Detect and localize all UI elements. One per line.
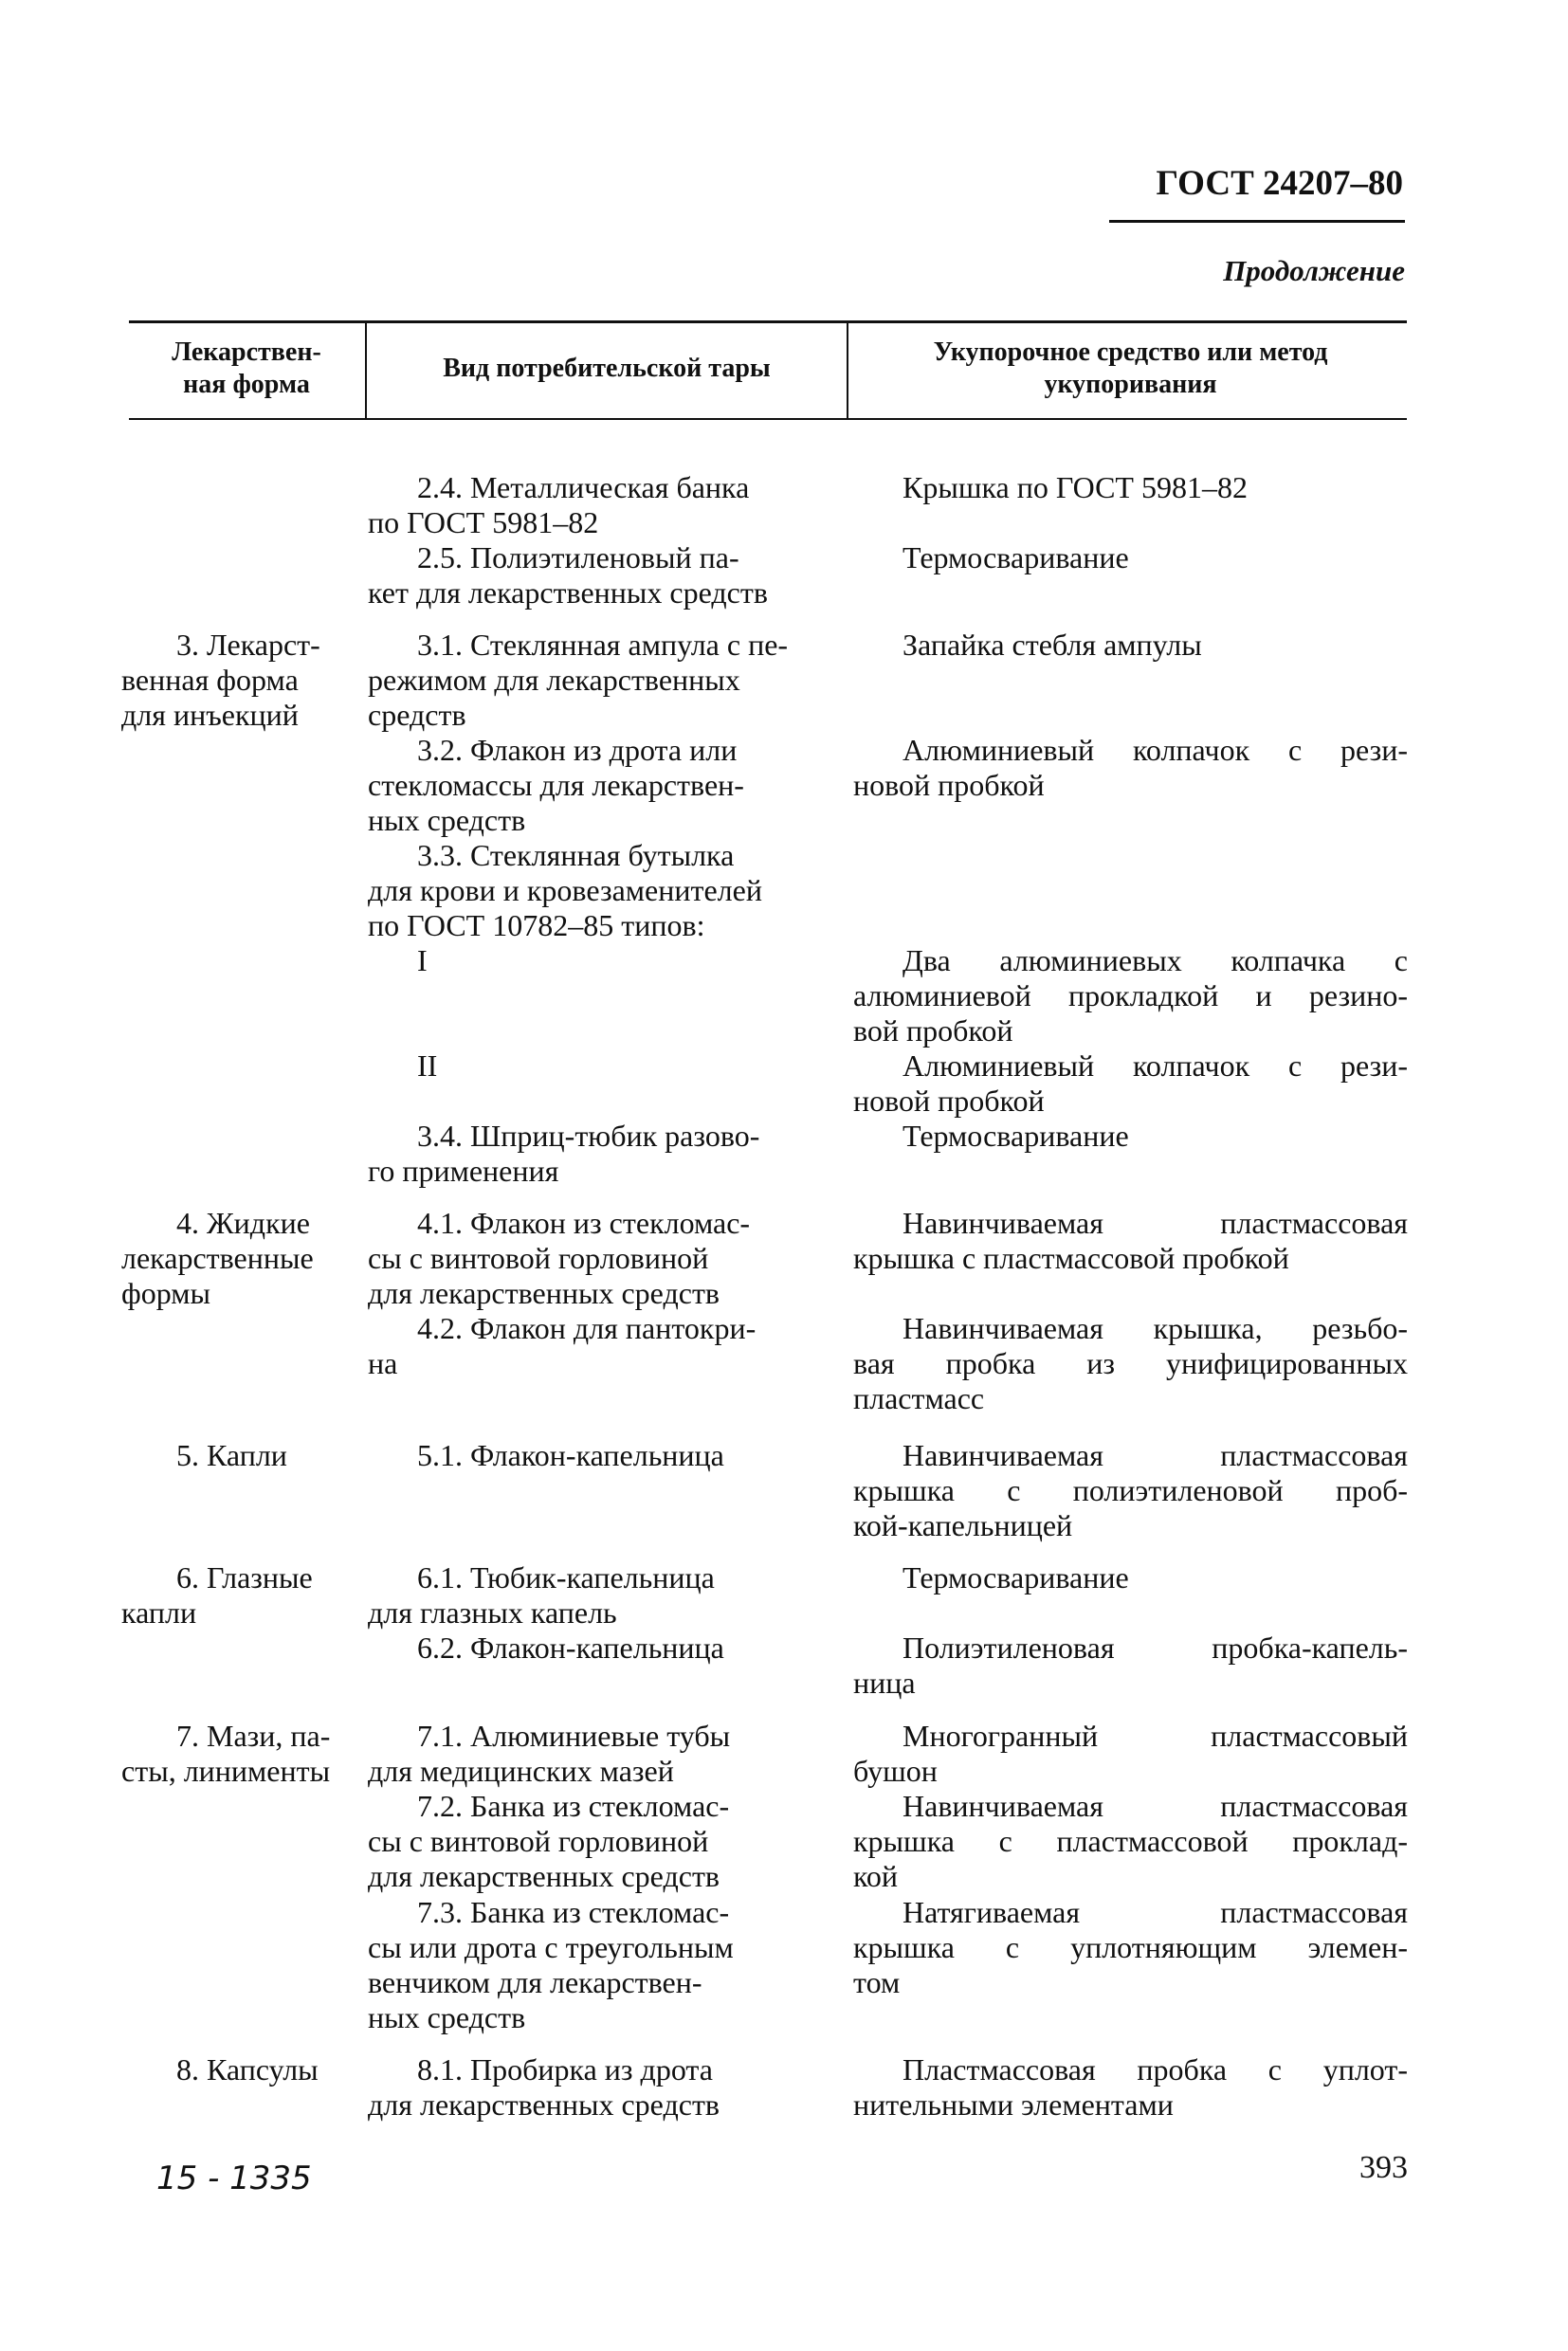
dosage-form-cell: 7. Мази, па- сты, линименты <box>121 1719 331 1788</box>
closure-cell: Запайка стебля ампулы <box>903 628 1202 662</box>
container-cell: 6.2. Флакон-капельница <box>417 1631 724 1665</box>
container-cell: 2.5. Полиэтиленовый па- кет для лекарственных средств <box>368 540 768 610</box>
container-cell: 7.1. Алюминиевые тубы для медицинских мазей <box>368 1719 731 1788</box>
closure-cell: Навинчиваемая пластмассовая крышка с пластмассовой пробкой <box>853 1206 1408 1275</box>
container-cell: 6.1. Тюбик-капельница для глазных капель <box>368 1560 715 1630</box>
closure-cell: Пластмассовая пробка с уплот- нительными элементами <box>853 2052 1408 2122</box>
footer-code: 15 - 1335 <box>156 2160 312 2197</box>
table-top-rule <box>129 320 1407 323</box>
container-cell: 3.4. Шприц-тюбик разово- го применения <box>368 1119 760 1188</box>
header-container-type: Вид потребительской тары <box>443 354 771 383</box>
container-cell: 8.1. Пробирка из дрота для лекарственных средств <box>368 2052 720 2122</box>
closure-cell: Натягиваемая пластмассовая крышка с уплотняющим элемен- том <box>853 1895 1408 1999</box>
doc-number-rule <box>1109 220 1405 223</box>
dosage-form-cell: 5. Капли <box>176 1438 287 1472</box>
dosage-form-cell: 3. Лекарст- венная форма для инъекций <box>121 628 320 732</box>
closure-cell: Крышка по ГОСТ 5981–82 <box>903 470 1248 504</box>
closure-cell: Термосваривание <box>903 1119 1129 1153</box>
closure-cell: Многогранный пластмассовый бушон <box>853 1719 1408 1788</box>
closure-cell: Полиэтиленовая пробка-капель- ница <box>853 1631 1408 1700</box>
dosage-form-cell: 6. Глазные капли <box>121 1560 313 1630</box>
container-cell: 3.1. Стеклянная ампула с пе- режимом для лекарственных средств <box>368 628 789 732</box>
container-cell: 4.1. Флакон из стекломас- сы с винтовой горловиной для лекарственных средств <box>368 1206 751 1310</box>
container-cell: 5.1. Флакон-капельница <box>417 1438 724 1472</box>
container-cell: 7.3. Банка из стекломас- сы или дрота с треугольным венчиком для лекарствен- ных средств <box>368 1895 734 2034</box>
header-dosage-form: Лекарствен- ная форма <box>172 337 321 399</box>
table-header-separator-1 <box>365 320 367 418</box>
page-number: 393 <box>1359 2150 1408 2185</box>
closure-cell: Навинчиваемая крышка, резьбо- вая пробка из унифицированных пластмасс <box>853 1311 1408 1415</box>
container-cell: I <box>417 943 428 977</box>
container-cell: 3.3. Стеклянная бутылка для крови и кровезаменителей по ГОСТ 10782–85 типов: <box>368 838 762 942</box>
container-cell: 4.2. Флакон для пантокри- на <box>368 1311 757 1380</box>
closure-cell: Термосваривание <box>903 1560 1129 1595</box>
closure-cell: Навинчиваемая пластмассовая крышка с пластмассовой проклад- кой <box>853 1789 1408 1893</box>
container-cell: 2.4. Металлическая банка по ГОСТ 5981–82 <box>368 470 750 539</box>
header-closure-method: Укупорочное средство или метод укупоривания <box>933 337 1328 399</box>
table-header-bottom-rule <box>129 418 1407 420</box>
container-cell: II <box>417 1048 438 1083</box>
closure-cell: Алюминиевый колпачок с рези- новой пробкой <box>853 1048 1408 1118</box>
continuation-label: Продолжение <box>1223 254 1405 287</box>
closure-cell: Два алюминиевых колпачка с алюминиевой прокладкой и резино- вой пробкой <box>853 943 1408 1048</box>
doc-number: ГОСТ 24207–80 <box>1156 164 1403 203</box>
container-cell: 3.2. Флакон из дрота или стекломассы для лекарствен- ных средств <box>368 733 744 837</box>
closure-cell: Навинчиваемая пластмассовая крышка с полиэтиленовой проб- кой-капельницей <box>853 1438 1408 1542</box>
container-cell: 7.2. Банка из стекломас- сы с винтовой горловиной для лекарственных средств <box>368 1789 730 1893</box>
table-header-separator-2 <box>847 320 848 418</box>
dosage-form-cell: 8. Капсулы <box>176 2052 319 2087</box>
dosage-form-cell: 4. Жидкие лекарственные формы <box>121 1206 314 1310</box>
closure-cell: Алюминиевый колпачок с рези- новой пробкой <box>853 733 1408 802</box>
closure-cell: Термосваривание <box>903 540 1129 574</box>
